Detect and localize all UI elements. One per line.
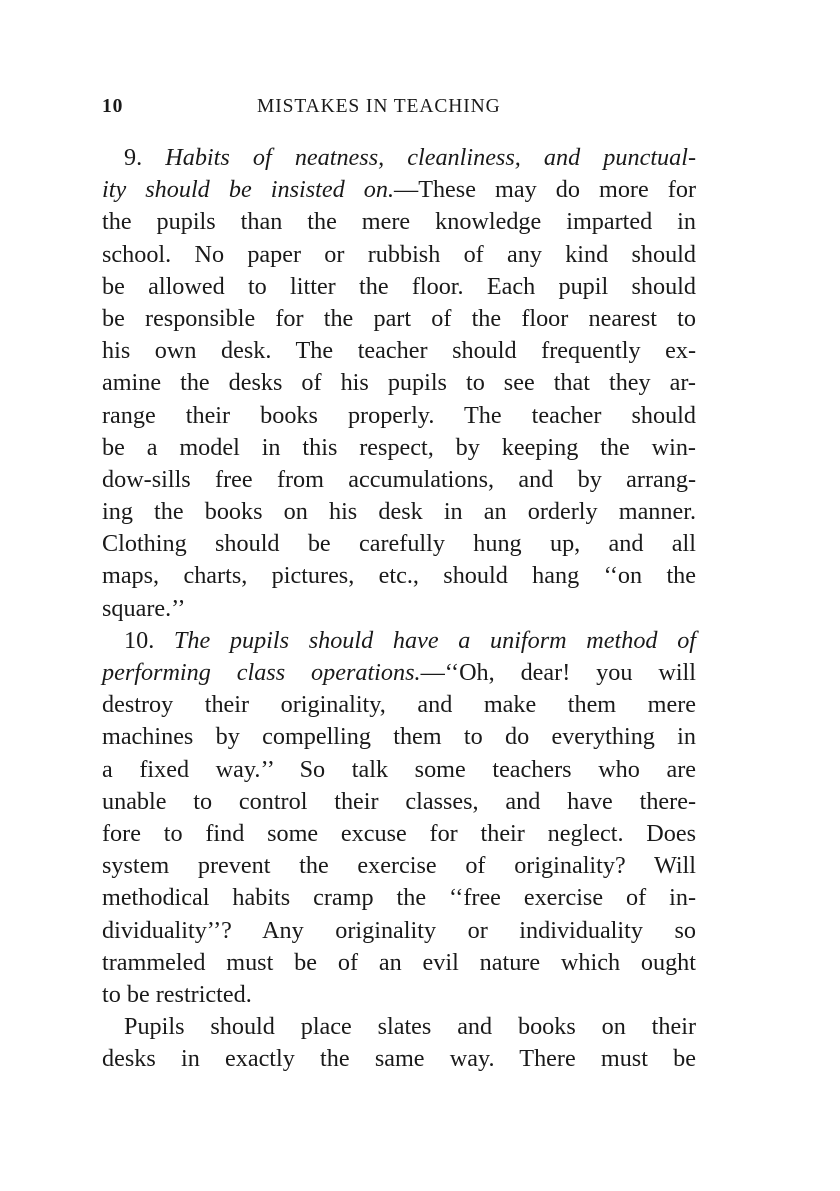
text-line: unable to control their classes, and have there- <box>102 787 696 815</box>
item-number: 9. <box>124 144 143 171</box>
text-line: machines by compelling them to do everything in <box>102 723 696 751</box>
text-line: the pupils than the mere knowledge imparted in <box>102 208 696 236</box>
text-line: school. No paper or rubbish of any kind should <box>102 240 696 268</box>
text-line: dividuality’’? Any originality or individuality so <box>102 916 696 944</box>
text-line: amine the desks of his pupils to see that they ar- <box>102 369 696 397</box>
text-line: desks in exactly the same way. There must be <box>102 1045 696 1073</box>
page-number: 10 <box>102 96 124 117</box>
text-line: ity should be insisted on.—These may do more for <box>102 176 697 204</box>
item-heading: Habits of neatness, cleanliness, and punctual- <box>165 144 697 171</box>
text-line: to be restricted. <box>102 980 252 1008</box>
page-header <box>102 96 696 126</box>
text-line: destroy their originality, and make them mere <box>102 691 696 719</box>
text-line: performing class operations.—‘‘Oh, dear! you will <box>102 659 696 686</box>
body-text <box>102 142 696 1075</box>
text-line: maps, charts, pictures, etc., should hang ‘‘on the <box>102 562 696 590</box>
text-line: his own desk. The teacher should frequently ex- <box>102 337 696 365</box>
item-number: 10. <box>124 626 155 654</box>
running-head: MISTAKES IN TEACHING <box>257 96 501 117</box>
item-heading: The pupils should have a uniform method of <box>173 626 697 654</box>
item-heading: performing class operations. <box>102 659 421 686</box>
text-line: a fixed way.’’ So talk some teachers who are <box>102 755 696 783</box>
paragraph-continuation <box>102 1011 696 1075</box>
book-page <box>102 96 696 1075</box>
paragraph-10 <box>102 625 696 1011</box>
text-line <box>102 625 696 657</box>
text-line: range their books properly. The teacher should <box>102 401 696 429</box>
text-line: be a model in this respect, by keeping the win- <box>102 433 696 461</box>
text-line <box>102 142 696 174</box>
item-heading: ity should be insisted on. <box>102 176 394 204</box>
text-line: fore to find some excuse for their neglect. Does <box>102 819 696 847</box>
text-line: be allowed to litter the floor. Each pupil should <box>102 272 696 300</box>
text-line: be responsible for the part of the floor nearest to <box>102 304 696 332</box>
text-line: Pupils should place slates and books on their <box>124 1013 696 1041</box>
text-line: square.’’ <box>102 594 186 622</box>
text-line: system prevent the exercise of originality? Will <box>102 852 696 880</box>
paragraph-9 <box>102 142 696 625</box>
text-line: dow-sills free from accumulations, and by arrang- <box>102 465 696 493</box>
text-line: trammeled must be of an evil nature which ought <box>102 948 696 976</box>
text-line: ing the books on his desk in an orderly manner. <box>102 498 696 526</box>
text-line: methodical habits cramp the ‘‘free exercise of in- <box>102 884 696 912</box>
text-line: Clothing should be carefully hung up, and all <box>102 530 696 558</box>
